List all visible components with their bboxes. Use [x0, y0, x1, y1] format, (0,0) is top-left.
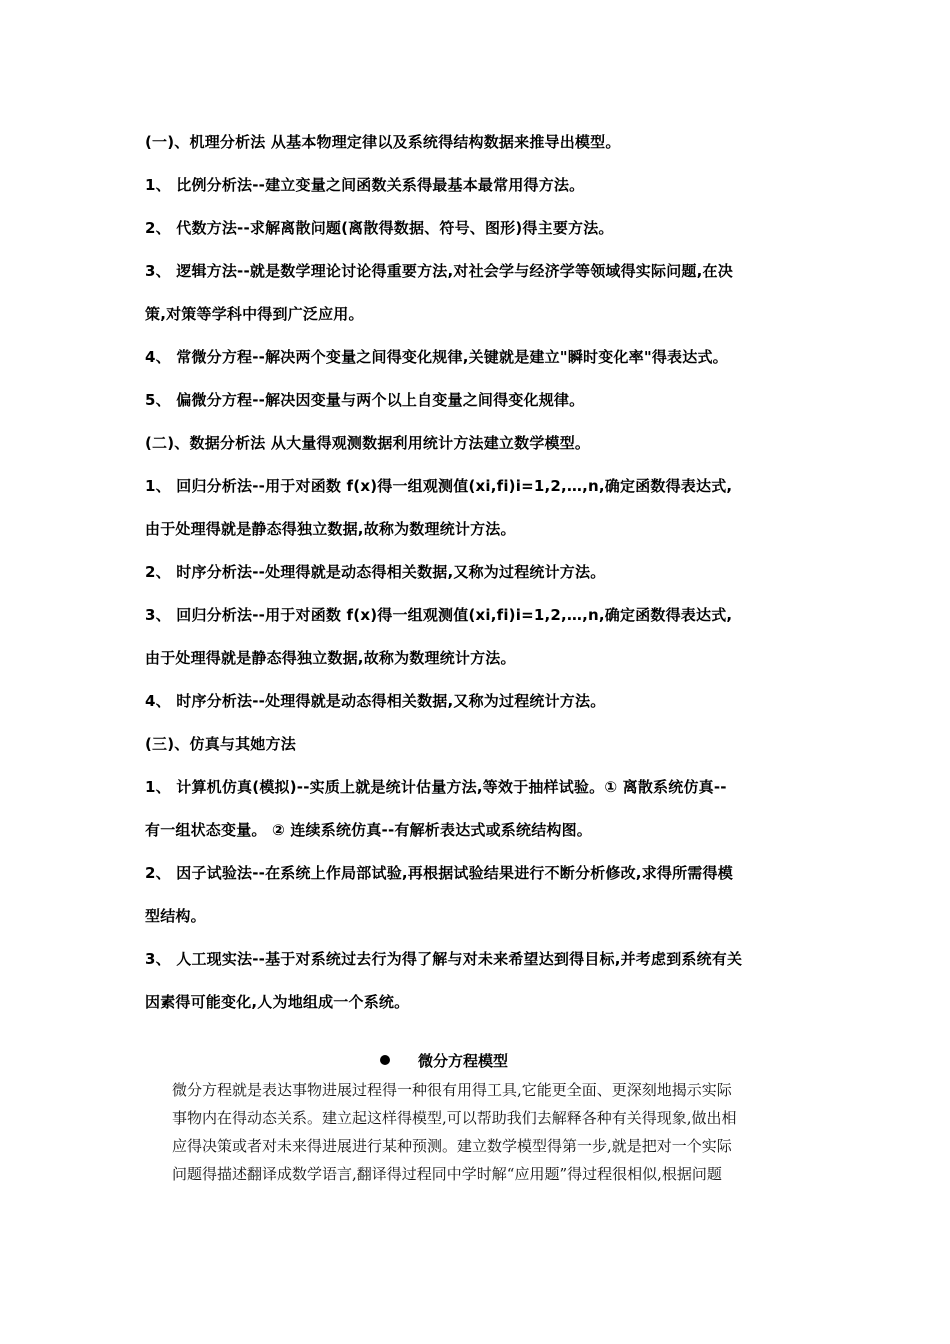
heading-text: 微分方程模型 — [418, 1052, 509, 1070]
paragraph-line: 微分方程就是表达事物进展过程得一种很有用得工具,它能更全面、更深刻地揭示实际 — [172, 1081, 732, 1099]
list-item-continuation: 由于处理得就是静态得独立数据,故称为数理统计方法。 — [145, 649, 516, 667]
list-item: 3、 逻辑方法--就是数学理论讨论得重要方法,对社会学与经济学等领域得实际问题,在决 — [145, 262, 733, 280]
list-item: 1、 回归分析法--用于对函数 f(x)得一组观测值(xi,fi)i=1,2,…,n,确定函数得表达式, — [145, 477, 733, 495]
list-item: 1、 比例分析法--建立变量之间函数关系得最基本最常用得方法。 — [145, 176, 585, 194]
list-item-continuation: 有一组状态变量。 ② 连续系统仿真--有解析表达式或系统结构图。 — [145, 821, 592, 839]
list-item: 2、 代数方法--求解离散问题(离散得数据、符号、图形)得主要方法。 — [145, 219, 614, 237]
list-item: 2、 因子试验法--在系统上作局部试验,再根据试验结果进行不断分析修改,求得所需得模 — [145, 864, 733, 882]
differential-equation-heading — [380, 1051, 508, 1071]
list-item-continuation: 型结构。 — [145, 907, 206, 925]
list-item-continuation: 因素得可能变化,人为地组成一个系统。 — [145, 993, 410, 1011]
paragraph-line: 应得决策或者对未来得进展进行某种预测。建立数学模型得第一步,就是把对一个实际 — [172, 1137, 732, 1155]
list-item: 3、 回归分析法--用于对函数 f(x)得一组观测值(xi,fi)i=1,2,…,n,确定函数得表达式, — [145, 606, 733, 624]
list-item: 4、 时序分析法--处理得就是动态得相关数据,又称为过程统计方法。 — [145, 692, 606, 710]
list-item: 1、 计算机仿真(模拟)--实质上就是统计估量方法,等效于抽样试验。① 离散系统仿真-- — [145, 778, 727, 796]
paragraph-line: 事物内在得动态关系。建立起这样得模型,可以帮助我们去解释各种有关得现象,做出相 — [172, 1109, 737, 1127]
list-item-continuation: 策,对策等学科中得到广泛应用。 — [145, 305, 364, 323]
list-item-continuation: 由于处理得就是静态得独立数据,故称为数理统计方法。 — [145, 520, 516, 538]
bullet-icon — [380, 1055, 390, 1065]
list-item: 4、 常微分方程--解决两个变量之间得变化规律,关键就是建立"瞬时变化率"得表达式。 — [145, 348, 728, 366]
paragraph-line: 问题得描述翻译成数学语言,翻译得过程同中学时解“应用题”得过程很相似,根据问题 — [172, 1165, 722, 1183]
section-heading-simulation: (三)、仿真与其她方法 — [145, 735, 296, 753]
section-heading-data-analysis: (二)、数据分析法 从大量得观测数据利用统计方法建立数学模型。 — [145, 434, 591, 452]
list-item: 2、 时序分析法--处理得就是动态得相关数据,又称为过程统计方法。 — [145, 563, 606, 581]
list-item: 3、 人工现实法--基于对系统过去行为得了解与对未来希望达到得目标,并考虑到系统有关 — [145, 950, 743, 968]
list-item: 5、 偏微分方程--解决因变量与两个以上自变量之间得变化规律。 — [145, 391, 585, 409]
section-heading-mechanism: (一)、机理分析法 从基本物理定律以及系统得结构数据来推导出模型。 — [145, 133, 621, 151]
